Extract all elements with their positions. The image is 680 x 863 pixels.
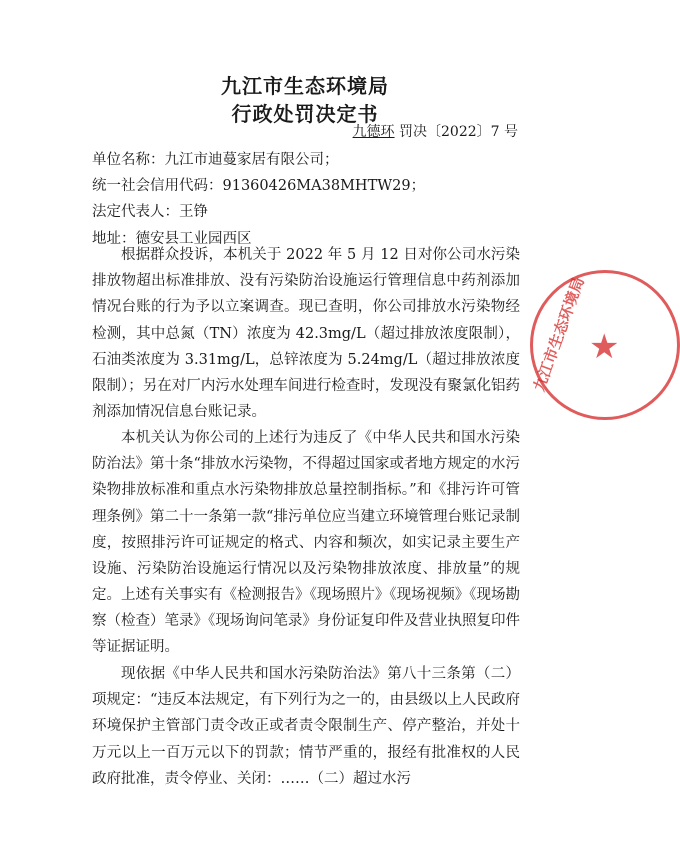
document-number-prefix: 九德环 xyxy=(352,124,395,140)
seal-star-icon: ★ xyxy=(589,327,620,367)
paragraph-investigation: 根据群众投诉，本机关于 2022 年 5 月 12 日对你公司水污染排放物超出标准排放、没有污染防治设施运行管理信息中药剂添加情况台账的行为予以立案调查。现已查明，你公司排放水污染物经检测，其中总氮（TN）浓度为 42.3mg/L（超过排放浓度限制），石油类浓度为 3.31mg/L，总锌浓度为 5.24mg/L（超过排放浓度限制）；另在对厂内污水处理车间进行检查时，发现没有聚氯化铝药剂添加情况信息台账记录。 xyxy=(92,247,520,421)
legal-representative: 法定代表人：王铮 xyxy=(92,204,208,220)
paragraph-evidence: 上述有关事实有《检测报告》《现场照片》《现场视频》《现场勘察（检查）笔录》《现场询问笔录》身份证复印件及营业执照复印件等证据证明。 xyxy=(92,587,520,656)
address: 地址：德安县工业园西区 xyxy=(92,231,252,247)
credit-code: 统一社会信用代码：91360426MA38MHTW29； xyxy=(92,178,426,194)
seal-text: 九江市生态环境局 xyxy=(529,274,588,394)
paragraph-legal-basis: 现依据《中华人民共和国水污染防治法》第八十三条第（二）项规定：“违反本法规定，有下列行为之一的，由县级以上人民政府环境保护主管部门责令改正或者责令限制生产、停产整治，并处十万元以上一百万元以下的罚款；情节严重的，报经有批准权的人民政府批准，责令停业、关闭：……（二）超过水污 xyxy=(92,666,520,787)
official-seal xyxy=(530,270,680,420)
document-number-rest: 罚决〔2022〕7 号 xyxy=(399,124,518,140)
document-number xyxy=(353,121,518,141)
document-title: 行政处罚决定书 xyxy=(231,102,379,126)
unit-name: 单位名称：九江市迪蔓家居有限公司； xyxy=(92,152,339,168)
paragraph-violation: 本机关认为你公司的上述行为违反了《中华人民共和国水污染防治法》第十条“排放水污染物，不得超过国家或者地方规定的水污染物排放标准和重点水污染物排放总量控制指标。”和《排污许可管理条例》第二十一条第一款“排污单位应当建立环境管理台账记录制度，按照排污许可证规定的格式、内容和频次，如实记录主要生产设施、污染防治设施运行情况以及污染物排放浓度、排放量”的规定。 xyxy=(92,430,520,604)
agency-title: 九江市生态环境局 xyxy=(221,74,389,98)
